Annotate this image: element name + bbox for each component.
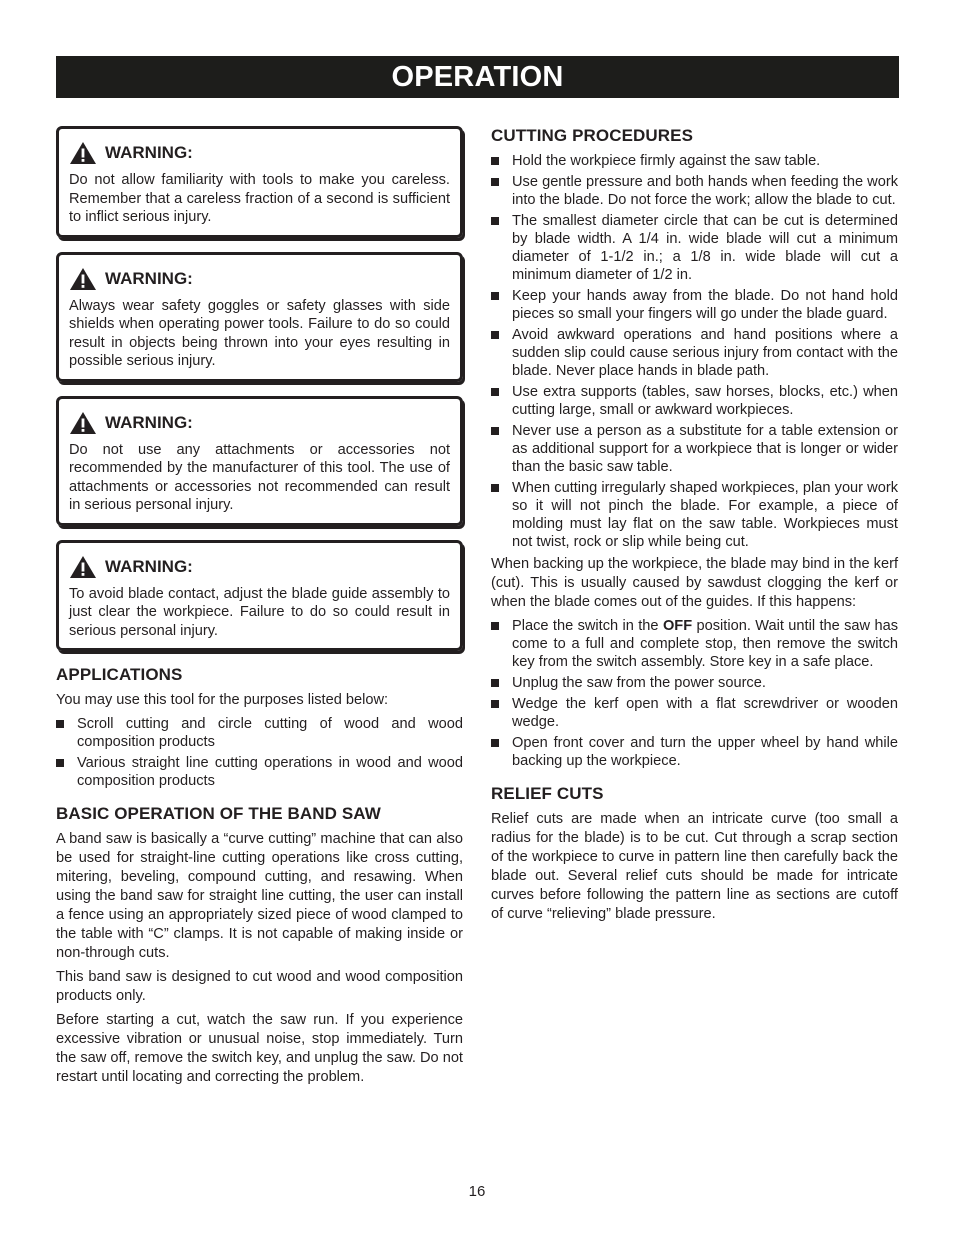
cutting-procedures-heading: CUTTING PROCEDURES	[491, 126, 694, 145]
bullet-icon	[491, 700, 499, 708]
bullet-icon	[491, 217, 499, 225]
list-item: Scroll cutting and circle cutting of wood and wood composition products	[56, 715, 463, 751]
list-item: Unplug the saw from the power source.	[491, 674, 898, 692]
warning-title: WARNING:	[105, 412, 193, 432]
bullet-icon	[491, 484, 499, 492]
warning-title: WARNING:	[105, 143, 193, 162]
backing-list	[491, 617, 898, 770]
left-column	[56, 126, 463, 1092]
applications-list	[56, 715, 463, 790]
applications-intro: You may use this tool for the purposes listed below:	[56, 692, 389, 708]
backing-intro: When backing up the workpiece, the blade may bind in the kerf (cut). This is usually caused by sawdust clogging the kerf or when the blade comes out of the guides. If this happens:	[491, 556, 898, 610]
right-column	[491, 126, 898, 929]
cutting-procedures-list	[491, 152, 898, 551]
bullet-icon	[491, 679, 499, 687]
applications-heading: APPLICATIONS	[56, 665, 183, 684]
warning-text: Always wear safety goggles or safety glasses with side shields when operating power tools. Failure to do so could result in objects being thrown into your eyes resulting in possible serious injury.	[69, 297, 450, 369]
relief-cuts-text: Relief cuts are made when an intricate curve (too small a radius for the blade) is to be cut. Cut through a scrap section of the workpiece to curve in pattern line then carefully back the blade out. Several relief cuts should be made for intricate curves before following the pattern line as sections are cutoff of curve “relieving” blade pressure.	[491, 811, 898, 922]
list-item: When cutting irregularly shaped workpieces, plan your work so it will not pinch the blade. For example, a piece of molding must lay flat on the saw table. Workpieces must not twist, rock or slip while being cut.	[491, 479, 898, 551]
warning-title: WARNING:	[105, 556, 193, 576]
bullet-icon	[491, 292, 499, 300]
list-item: Keep your hands away from the blade. Do not hand hold pieces so small your fingers will go under the blade guard.	[491, 287, 898, 323]
list-item: Wedge the kerf open with a flat screwdriver or wooden wedge.	[491, 695, 898, 731]
warning-box-1	[56, 126, 463, 238]
relief-cuts-heading: RELIEF CUTS	[491, 784, 604, 803]
warning-triangle-icon	[69, 555, 97, 579]
bullet-icon	[491, 388, 499, 396]
list-item: Never use a person as a substitute for a table extension or as additional support for a workpiece that is longer or wider than the basic saw table.	[491, 422, 898, 476]
warning-box-3	[56, 396, 463, 526]
list-item: The smallest diameter circle that can be cut is determined by blade width. A 1/4 in. wide blade will cut a minimum diameter of 1-1/2 in.; a 1/8 in. wide blade will cut a minimum diameter of 1/2 in.	[491, 212, 898, 284]
bullet-icon	[56, 759, 64, 767]
list-item: Avoid awkward operations and hand positions where a sudden slip could cause serious injury from contact with the blade. Never place hands in blade path.	[491, 326, 898, 380]
bullet-icon	[56, 720, 64, 728]
bullet-icon	[491, 331, 499, 339]
list-item: Various straight line cutting operations in wood and wood composition products	[56, 754, 463, 790]
bullet-icon	[491, 622, 499, 630]
warning-text: Do not use any attachments or accessories not recommended by the manufacturer of this tool. The use of attachments or accessories not recommended can result in serious personal injury.	[69, 441, 450, 513]
warning-box-4	[56, 540, 463, 652]
list-item: Use gentle pressure and both hands when feeding the work into the blade. Do not force the work; allow the blade to cut.	[491, 173, 898, 209]
list-item: Place the switch in the OFF position. Wait until the saw has come to a full and complete stop, then remove the switch key from the switch assembly. Store key in a safe place.	[491, 617, 898, 671]
warning-triangle-icon	[69, 141, 97, 165]
list-item: Hold the workpiece firmly against the saw table.	[491, 152, 898, 170]
page-title: OPERATION	[56, 56, 899, 98]
paragraph: This band saw is designed to cut wood and wood composition products only.	[56, 969, 463, 1004]
bullet-icon	[491, 739, 499, 747]
paragraph: A band saw is basically a “curve cutting” machine that can also be used for straight-line cutting operations like cross cutting, mitering, beveling, compound cutting, and resawing. When using the band saw for straight line cutting, the user can install a fence using an appropriately sized piece of wood clamped to the table with “C” clamps. It is not capable of making inside or non-through cuts.	[56, 831, 463, 961]
basic-operation-heading: BASIC OPERATION OF THE BAND SAW	[56, 804, 381, 823]
warning-text: To avoid blade contact, adjust the blade guide assembly to just clear the workpiece. Failure to do so could result in serious personal injury.	[69, 585, 450, 639]
page-number: 16	[468, 1183, 486, 1200]
warning-title: WARNING:	[105, 268, 193, 288]
warning-box-2	[56, 252, 463, 382]
paragraph: Before starting a cut, watch the saw run. If you experience excessive vibration or unusual noise, stop immediately. Turn the saw off, remove the switch key, and unplug the saw. Do not restart until locating and correcting the problem.	[56, 1012, 463, 1085]
warning-triangle-icon	[69, 411, 97, 435]
warning-text: Do not allow familiarity with tools to make you careless. Remember that a careless fraction of a second is sufficient to inflict serious injury.	[69, 172, 450, 225]
bullet-icon	[491, 178, 499, 186]
bullet-icon	[491, 427, 499, 435]
list-item: Open front cover and turn the upper wheel by hand while backing up the workpiece.	[491, 734, 898, 770]
warning-triangle-icon	[69, 267, 97, 291]
list-item: Use extra supports (tables, saw horses, blocks, etc.) when cutting large, small or awkward workpieces.	[491, 383, 898, 419]
bullet-icon	[491, 157, 499, 165]
